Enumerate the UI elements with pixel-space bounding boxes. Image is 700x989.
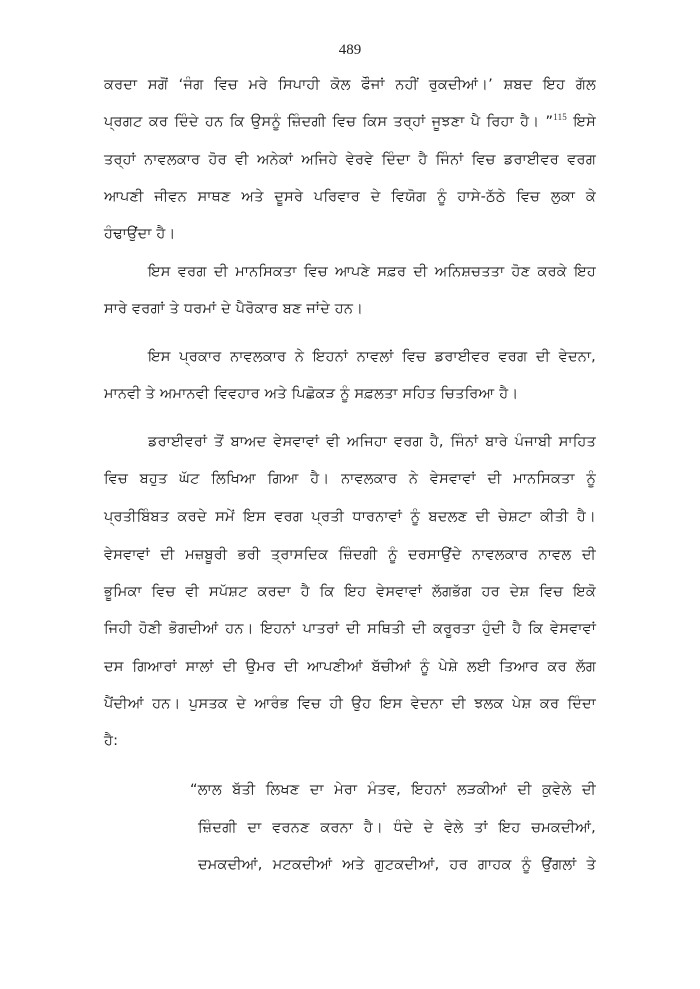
text-line: ਵਿਚ ਬਹੁਤ ਘੱਟ ਲਿਖਿਆ ਗਿਆ ਹੈ। ਨਾਵਲਕਾਰ ਨੇ ਵੇਸਵਾਵਾਂ ਦੀ ਮਾਨਸਿਕਤਾ ਨੂੰ <box>104 471 596 487</box>
text-line: ਸਾਰੇ ਵਰਗਾਂ ਤੇ ਧਰਮਾਂ ਦੇ ਪੈਰੋਕਾਰ ਬਣ ਜਾਂਦੇ ਹਨ। <box>104 301 364 317</box>
text-line: ਤਰ੍ਹਾਂ ਨਾਵਲਕਾਰ ਹੋਰ ਵੀ ਅਨੇਕਾਂ ਅਜਿਹੇ ਵੇਰਵੇ ਦਿੰਦਾ ਹੈ ਜਿੰਨਾਂ ਵਿਚ ਡਰਾਈਵਰ ਵਰਗ <box>104 152 596 168</box>
text-line: ਡਰਾਈਵਰਾਂ ਤੋਂ ਬਾਅਦ ਵੇਸਵਾਵਾਂ ਵੀ ਅਜਿਹਾ ਵਰਗ ਹੈ, ਜਿੰਨਾਂ ਬਾਰੇ ਪੰਜਾਬੀ ਸਾਹਿਤ <box>148 434 596 450</box>
text-segment: ਇਸੇ <box>573 114 597 130</box>
text-line: ਮਾਨਵੀ ਤੇ ਅਮਾਨਵੀ ਵਿਵਹਾਰ ਅਤੇ ਪਿਛੋਕੜ ਨੂੰ ਸਫ਼ਲਤਾ ਸਹਿਤ ਚਿਤਰਿਆ ਹੈ। <box>104 386 519 402</box>
text-line: ਪ੍ਰਤੀਬਿੰਬਤ ਕਰਦੇ ਸਮੇਂ ਇਸ ਵਰਗ ਪ੍ਰਤੀ ਧਾਰਨਾਵਾਂ ਨੂੰ ਬਦਲਣ ਦੀ ਚੇਸ਼ਟਾ ਕੀਤੀ ਹੈ। <box>104 509 596 525</box>
text-line: ਪੈਂਦੀਆਂ ਹਨ। ਪੁਸਤਕ ਦੇ ਆਰੰਭ ਵਿਚ ਹੀ ਉਹ ਇਸ ਵੇਦਨਾ ਦੀ ਝਲਕ ਪੇਸ਼ ਕਰ ਦਿੰਦਾ <box>104 696 596 712</box>
footnote-marker[interactable]: 115 <box>553 112 568 123</box>
block-quote-line: ਦਮਕਦੀਆਂ, ਮਟਕਦੀਆਂ ਅਤੇ ਗੁਟਕਦੀਆਂ, ਹਰ ਗਾਹਕ ਨੂੰ ਉਂਗਲਾਂ ਤੇ <box>198 857 596 873</box>
text-line: ਵੇਸਵਾਵਾਂ ਦੀ ਮਜ਼ਬੂਰੀ ਭਰੀ ਤ੍ਰਾਸਦਿਕ ਜ਼ਿੰਦਗੀ ਨੂੰ ਦਰਸਾਉਂਦੇ ਨਾਵਲਕਾਰ ਨਾਵਲ ਦੀ <box>104 547 596 563</box>
text-segment: ਪ੍ਰਗਟ ਕਰ ਦਿੰਦੇ ਹਨ ਕਿ ਉਸਨੂੰ ਜ਼ਿੰਦਗੀ ਵਿਚ ਕਿਸ ਤਰ੍ਹਾਂ ਜੂਝਣਾ ਪੈ ਰਿਹਾ ਹੈ। <box>104 114 540 130</box>
text-line: ਦਸ ਗਿਆਰਾਂ ਸਾਲਾਂ ਦੀ ਉਮਰ ਦੀ ਆਪਣੀਆਂ ਬੱਚੀਆਂ ਨੂੰ ਪੇਸ਼ੇ ਲਈ ਤਿਆਰ ਕਰ ਲੱਗ <box>104 659 596 675</box>
footnote-quote: ” <box>545 114 554 130</box>
text-line: ਜਿਹੀ ਹੋਣੀ ਭੋਗਦੀਆਂ ਹਨ। ਇਹਨਾਂ ਪਾਤਰਾਂ ਦੀ ਸਥਿਤੀ ਦੀ ਕਰੂਰਤਾ ਹੁੰਦੀ ਹੈ ਕਿ ਵੇਸਵਾਵਾਂ <box>104 621 596 637</box>
page-number: 489 <box>338 42 362 58</box>
text-line: ਕਰਦਾ ਸਗੋਂ ‘ਜੰਗ ਵਿਚ ਮਰੇ ਸਿਪਾਹੀ ਕੋਲ ਫੌਜਾਂ ਨਹੀਂ ਰੁਕਦੀਆਂ।’ ਸ਼ਬਦ ਇਹ ਗੱਲ <box>104 77 596 93</box>
text-line: ਇਸ ਪ੍ਰਕਾਰ ਨਾਵਲਕਾਰ ਨੇ ਇਹਨਾਂ ਨਾਵਲਾਂ ਵਿਚ ਡਰਾਈਵਰ ਵਰਗ ਦੀ ਵੇਦਨਾ, <box>148 349 596 365</box>
block-quote-line: ਜ਼ਿੰਦਗੀ ਦਾ ਵਰਨਣ ਕਰਨਾ ਹੈ। ਧੰਦੇ ਦੇ ਵੇਲੇ ਤਾਂ ਇਹ ਚਮਕਦੀਆਂ, <box>198 820 596 836</box>
text-line: ਇਸ ਵਰਗ ਦੀ ਮਾਨਸਿਕਤਾ ਵਿਚ ਆਪਣੇ ਸਫ਼ਰ ਦੀ ਅਨਿਸ਼ਚਤਤਾ ਹੋਣ ਕਰਕੇ ਇਹ <box>148 264 596 280</box>
text-line: ਭੂਮਿਕਾ ਵਿਚ ਵੀ ਸਪੱਸ਼ਟ ਕਰਦਾ ਹੈ ਕਿ ਇਹ ਵੇਸਵਾਵਾਂ ਲੱਗਭੱਗ ਹਰ ਦੇਸ਼ ਵਿਚ ਇਕੋ <box>104 584 596 600</box>
block-quote-line: “ਲਾਲ ਬੱਤੀ ਲਿਖਣ ਦਾ ਮੇਰਾ ਮੰਤਵ, ਇਹਨਾਂ ਲੜਕੀਆਂ ਦੀ ਕੁਵੇਲੇ ਦੀ <box>190 782 596 798</box>
text-line: ਆਪਣੀ ਜੀਵਨ ਸਾਥਣ ਅਤੇ ਦੂਸਰੇ ਪਰਿਵਾਰ ਦੇ ਵਿਯੋਗ ਨੂੰ ਹਾਸੇ-ਠੱਠੇ ਵਿਚ ਲੁਕਾ ਕੇ <box>104 189 596 205</box>
text-line: ਹੰਢਾਉਂਦਾ ਹੈ। <box>104 226 176 242</box>
text-line <box>104 112 596 132</box>
text-line: ਹੈ: <box>104 733 119 749</box>
